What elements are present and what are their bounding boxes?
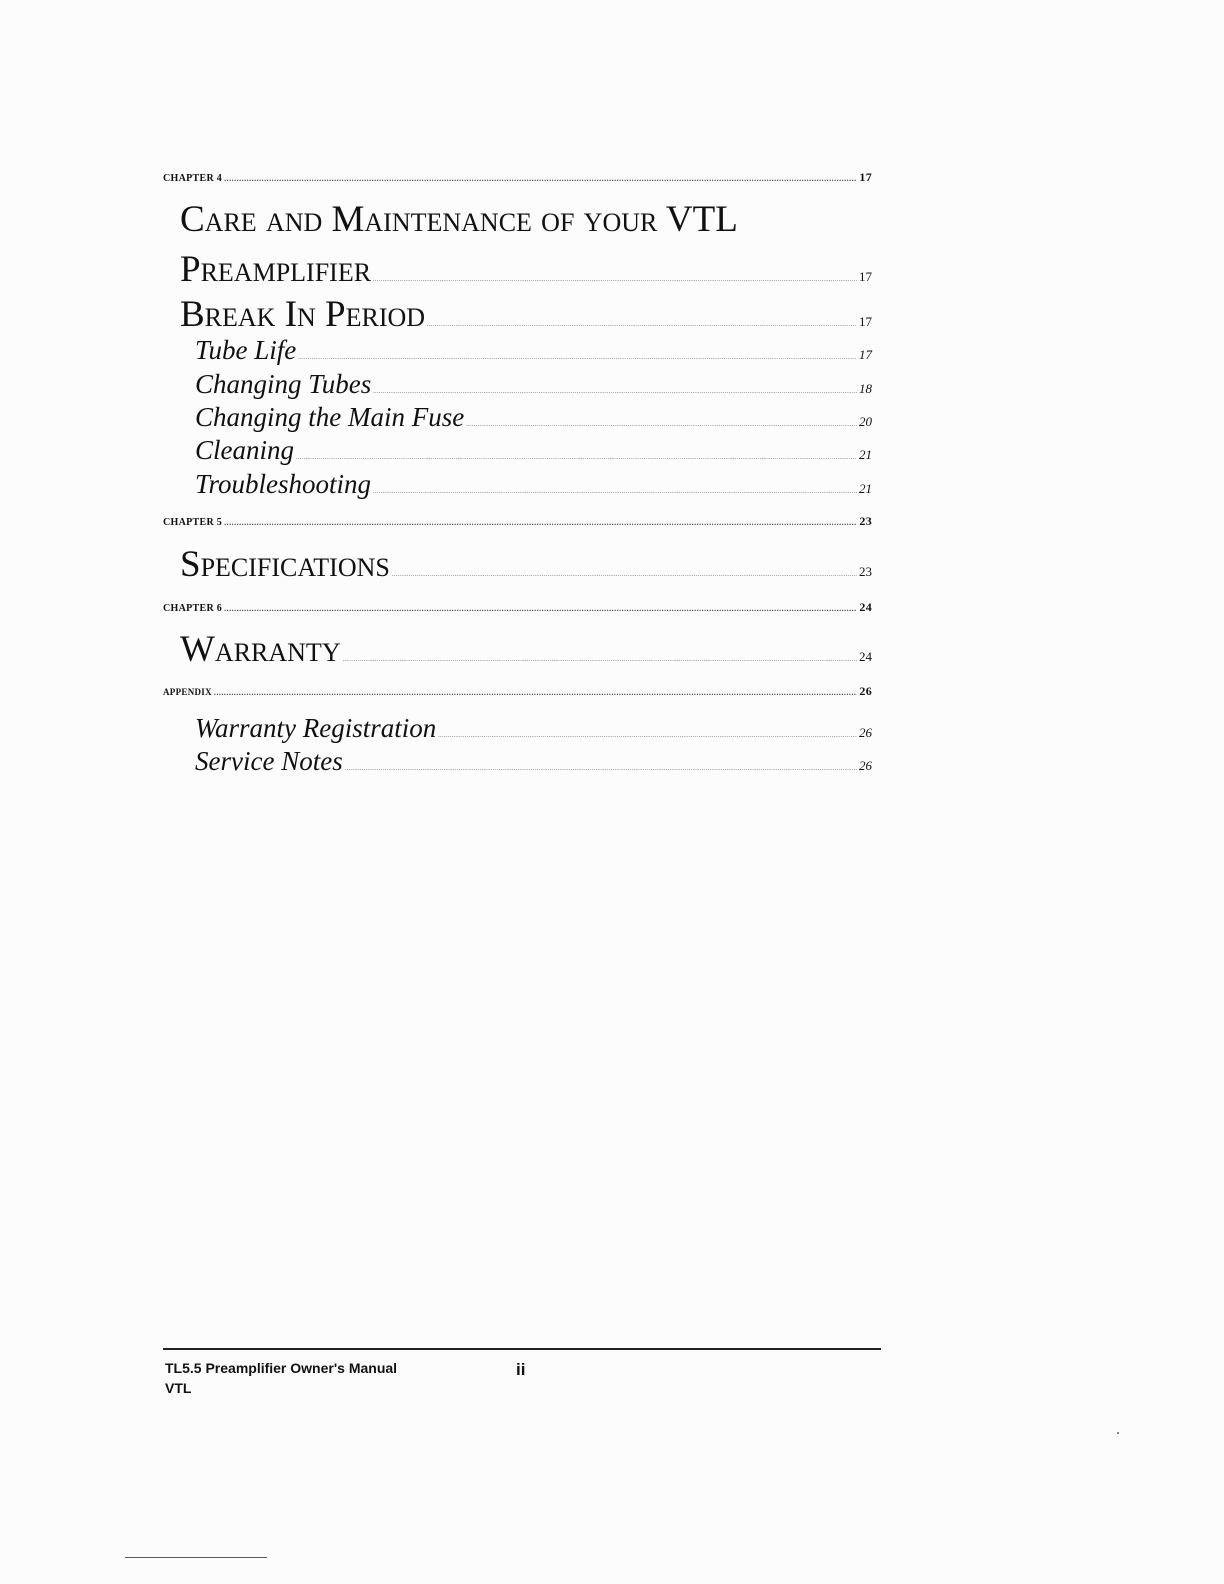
- scan-speck: [1117, 1432, 1119, 1434]
- toc-entry-warranty-registration[interactable]: [195, 713, 872, 744]
- toc-entry-service-notes[interactable]: [195, 746, 872, 777]
- dot-leader: [438, 733, 857, 739]
- toc-entry-label: Preamplifier: [180, 249, 372, 290]
- toc-entry-page: 26: [859, 725, 872, 740]
- dot-leader: [427, 322, 857, 328]
- toc-entry-page: 18: [859, 381, 872, 396]
- footnote-rule: [125, 1557, 267, 1558]
- toc-entry-changing-main-fuse[interactable]: [195, 402, 872, 433]
- dot-leader: [373, 389, 857, 395]
- toc-entry-label: Warranty: [180, 629, 341, 670]
- toc-entry-label: Cleaning: [195, 435, 294, 465]
- toc-entry-page: 17: [859, 347, 872, 362]
- toc-entry-chapter-5[interactable]: [163, 514, 872, 529]
- toc-entry-chapter-4[interactable]: [163, 170, 872, 185]
- footer-info: [165, 1358, 397, 1398]
- toc-entry-appendix[interactable]: [163, 684, 872, 699]
- dot-leader: [224, 174, 857, 183]
- dot-leader: [392, 572, 857, 578]
- toc-entry-label: Break In Period: [180, 294, 426, 335]
- toc-entry-warranty[interactable]: [180, 628, 872, 671]
- dot-leader: [373, 277, 857, 283]
- dot-leader: [466, 422, 857, 428]
- toc-entry-changing-tubes[interactable]: [195, 369, 872, 400]
- toc-entry-page: 24: [859, 649, 872, 664]
- toc-entry-label: APPENDIX: [163, 687, 212, 697]
- dot-leader: [296, 455, 857, 461]
- toc-entry-page: 26: [859, 684, 872, 698]
- toc-entry-troubleshooting[interactable]: [195, 469, 872, 500]
- toc-entry-page: 26: [859, 758, 872, 773]
- dot-leader: [224, 518, 857, 527]
- toc-entry-label: Changing Tubes: [195, 369, 372, 399]
- toc-entry-break-in-period[interactable]: [180, 293, 872, 336]
- dot-leader: [345, 766, 857, 772]
- toc-entry-label: Warranty Registration: [195, 713, 437, 743]
- toc-entry-label: Changing the Main Fuse: [195, 402, 465, 432]
- footer-manual-title: TL5.5 Preamplifier Owner's Manual: [165, 1360, 398, 1376]
- toc-entry-page: 24: [859, 600, 872, 614]
- toc-entry-label: CHAPTER 4: [163, 173, 223, 184]
- toc-entry-specifications[interactable]: [180, 543, 872, 586]
- dot-leader: [224, 604, 857, 613]
- toc-entry-tube-life[interactable]: [195, 335, 872, 366]
- toc-entry-care-maintenance[interactable]: [180, 248, 872, 291]
- dot-leader: [298, 355, 857, 361]
- footer-brand: VTL: [165, 1380, 192, 1396]
- toc-entry-label: Troubleshooting: [195, 469, 372, 499]
- toc-entry-page: 21: [859, 447, 872, 462]
- toc-heading-care-line1[interactable]: Care and Maintenance of your VTL: [180, 199, 738, 240]
- toc-entry-label: CHAPTER 5: [163, 517, 223, 528]
- toc-entry-page: 23: [859, 564, 872, 579]
- toc-entry-label: CHAPTER 6: [163, 603, 223, 614]
- toc-entry-label: Tube Life: [195, 335, 297, 365]
- toc-entry-page: 17: [859, 314, 872, 329]
- footer-divider: [163, 1348, 881, 1350]
- dot-leader: [343, 657, 857, 663]
- toc-entry-cleaning[interactable]: [195, 435, 872, 466]
- toc-entry-chapter-6[interactable]: [163, 600, 872, 615]
- dot-leader: [373, 489, 857, 495]
- footer-page-number: ii: [516, 1360, 526, 1379]
- dot-leader: [214, 688, 857, 697]
- toc-entry-label: Specifications: [180, 544, 390, 585]
- toc-entry-label: Service Notes: [195, 746, 343, 776]
- toc-entry-page: 20: [859, 414, 872, 429]
- toc-entry-page: 23: [859, 514, 872, 528]
- toc-entry-page: 17: [859, 269, 872, 284]
- toc-entry-page: 21: [859, 481, 872, 496]
- toc-entry-page: 17: [859, 170, 872, 184]
